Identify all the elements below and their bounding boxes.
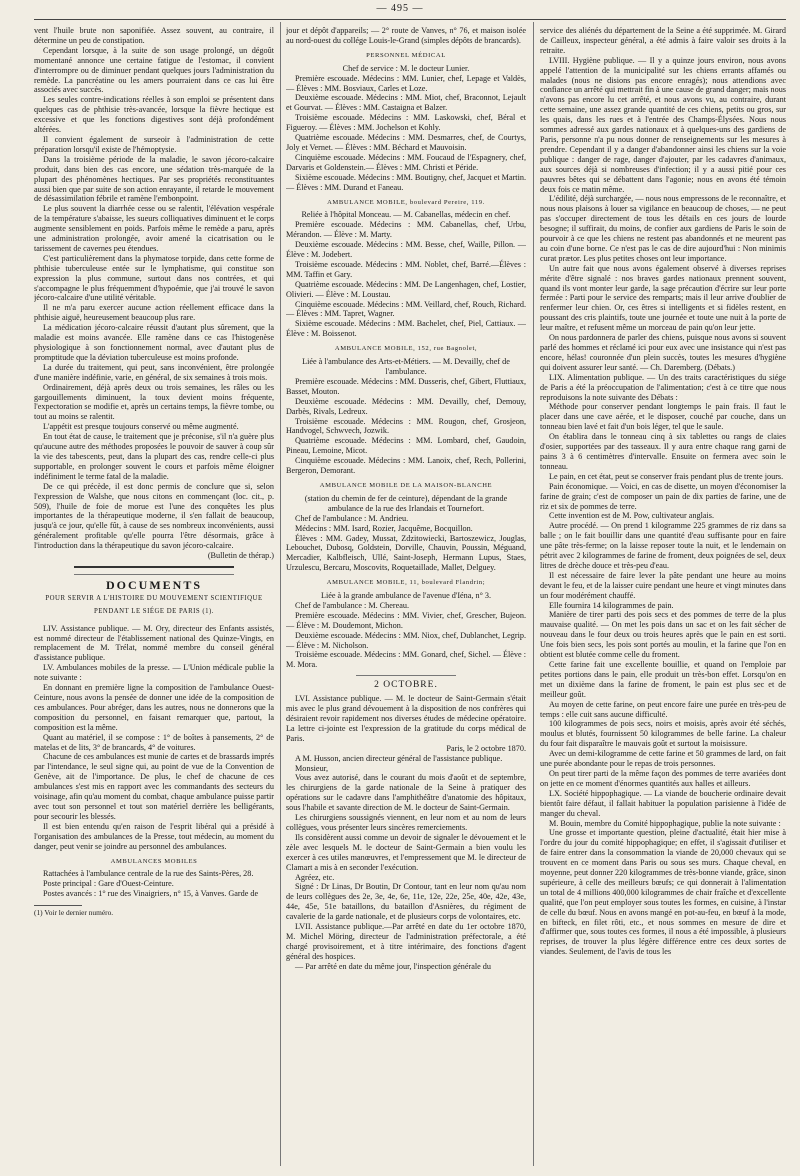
column-3 (540, 26, 786, 1168)
paragraph: Le plus souvent la diarrhée cesse ou se ralentit, l'élévation vespérale de la température s'abaisse, les sueurs colliquatives diminuent et le corps augmente sensiblement en poids. Parfois même le remède a paru, après une administration prolongée, avoir amené la cicatrisation ou le tarissement de cavernes peu étendues. (34, 204, 274, 253)
paragraph: Agréez, etc. (295, 872, 335, 882)
divider (356, 675, 456, 676)
subsection-caption: AMBULANCE MOBILE, boulevard Pereire, 119. (327, 198, 485, 206)
subsection-caption: AMBULANCES MOBILES (110, 857, 198, 865)
paragraph: Rattachées à l'ambulance centrale de la rue des Saints-Pères, 28. (43, 869, 254, 879)
squad-line: Cinquième escouade. Médecins : MM. Lanoix, chef, Rech, Pollerini, Bergeron, Demorant. (286, 456, 526, 476)
letter-recipient: A M. Husson, ancien directeur général de l'assistance publique. (295, 753, 503, 763)
paragraph: Postes avancés : 1° rue des Vinaigriers, n° 15, à Vanves. Garde de (43, 889, 259, 899)
section-subtitle: POUR SERVIR A L'HISTOIRE DU MOUVEMENT SCIENTIFIQUE (45, 594, 263, 602)
footnote-rule (34, 905, 82, 906)
squad-line: Première escouade. Médecins : MM. Lunier, chef, Lepage et Valdès, — Élèves : MM. Bosviaux, Carles et Loze. (286, 73, 526, 93)
paragraph: De ce qui précède, il est donc permis de conclure que si, selon l'expression de Walshe, que nous citons en commençant (loc. cit., p. 509), l'huile de foie de morue est l'une des conquêtes les plus importantes de la thérapeutique moderne, il s'en fallait de beaucoup, jusqu'à ce jour, qu'elle fût, à cause de ses nombreux inconvénients, aussi généralement profitable qu'elle pourra l'être désormais, grâce à l'introduction dans la thérapeutique du savon jécoro-calcaire. (34, 481, 274, 551)
paragraph: LX. Société hippophagique. — La viande de boucherie ordinaire devait bientôt faire défaut, il fallait habituer la population parisienne à l'idée de manger du cheval. (540, 788, 786, 818)
paragraph: Les chirurgiens soussignés viennent, en leur nom et au nom de leurs collègues, vous présenter leurs sincères remerciements. (286, 813, 526, 832)
paragraph: — Par arrêté en date du même jour, l'inspection générale du (295, 961, 491, 971)
paragraph: Cette invention est de M. Pow, cultivateur anglais. (549, 511, 715, 521)
ambulance-note: Reliée à l'hôpital Monceau. — M. Cabanellas, médecin en chef. (301, 210, 511, 220)
source-signature: (Bulletin de thérap.) (207, 551, 274, 561)
squad-line: Troisième escouade. Médecins : MM. Noblet, chef, Barré.—Élèves : MM. Taffin et Gary. (286, 259, 526, 279)
squad-line: Deuxième escouade. Médecins : MM. Besse, chef, Waille, Pillon. — Élève : M. Jodebert. (286, 240, 526, 260)
paragraph: Dans la troisième période de la maladie, le savon jécoro-calcaire produit, dans bien des cas encore, une sédation très-marquée de la plupart des phénomènes hectiques. Par ses propriétés reconstituantes aussi bien que par suite de son action enrayante, il retarde le mouvement de désassimilation fébrile et ramène l'embonpoint. (34, 154, 274, 204)
squad-line: Première escouade. Médecins : MM. Vivier, chef, Grescher, Bujeon. — Élève : M. Doudemont, Michon. (286, 610, 526, 630)
paragraph: 100 kilogrammes de pois secs, noirs et moisis, après avoir été séchés, moulus et blutés, fournissent 50 kilogrammes de belle farine. La chaleur du four fait disparaître le mauvais goût et surtout la moisissure. (540, 719, 786, 749)
squad-line: Troisième escouade. Médecins : MM. Gonard, chef, Sichel. — Élève : M. Mora. (286, 650, 526, 670)
paragraph: On établira dans le tonneau cinq à six tablettes ou rangs de claies d'osier, supportées par des tasseaux. Il y aura entre chaque rang garni de pains 3 à 6 centimètres d'intervalle. Ensuite on fermera avec soin le tonneau. (540, 432, 786, 471)
paragraph: Autre procédé. — On prend 1 kilogramme 225 grammes de riz dans sa balle ; on le fait bouillir dans une quantité d'eau suffisante pour en faire une pâte très-ferme; on la laisse reposer toute la nuit, et le lendemain on pétrit avec 2 kilogrammes de farine de froment, deux poignées de sel, deux litres de drèche douce et très-peu d'eau. (540, 521, 786, 570)
squad-line: Deuxième escouade. Médecins : MM. Devailly, chef, Demouy, Darbès, Rivals, Ledreux. (286, 396, 526, 416)
letter-date: Paris, le 2 octobre 1870. (446, 743, 526, 753)
header-rule (34, 19, 786, 20)
ambulance-note: (station du chemin de fer de ceinture), dépendant de la grande ambulance de la rue des Irlandais et Tournefort. (304, 493, 508, 513)
paragraph: Le pain, en cet état, peut se conserver frais pendant plus de trente jours. (549, 471, 784, 481)
paragraph: Avec un demi-kilogramme de cette farine et 50 grammes de lard, on fait une purée abondante pour le repas de trois personnes. (540, 749, 786, 769)
paragraph: On peut tirer parti de la même façon des pommes de terre avariées dont on jette en ce moment d'énormes quantités aux halles et ailleurs. (540, 768, 786, 788)
column-separator (533, 22, 534, 1166)
squad-line: Sixième escouade. Médecins : MM. Bachelet, chef, Piel, Cattiaux. — Élève : M. Boissenot. (286, 319, 526, 339)
squad-line: Troisième escouade. Médecins : MM. Rougon, chef, Grosjeon, Handvogel, Schwvech, Jozwik. (286, 416, 526, 436)
ambulance-note: Liée à la grande ambulance de l'avenue d'Iéna, n° 3. (320, 591, 492, 601)
squad-line: Cinquième escouade. Médecins : MM. Foucaud de l'Espagnery, chef, Darvaris et Goldenstein.— Élèves : MM. Christi et Péride. (286, 152, 526, 172)
subsection-caption: PERSONNEL MÉDICAL (366, 51, 446, 59)
squad-line: Deuxième escouade. Médecins : MM. Miot, chef, Braconnot, Lejault et Gourvat. — Élèves : MM. Castaigna et Balzer. (286, 93, 526, 113)
column-1 (34, 26, 274, 1168)
paragraph: jour et dépôt d'appareils; — 2° route de Vanves, n° 76, et maison isolée au nord-ouest du collége Louis-le-Grand (simples dépôts de brancards). (286, 26, 526, 45)
letter-signatures: Signé : Dr Linas, Dr Boutin, Dr Contour, tant en leur nom qu'au nom de leurs collègues des 2e, 3e, 4e, 6e, 11e, 12e, 22e, 25e, 40e, 42e, 43e, 44e, 45e, 51e bataillons, du bataillon d'Asnières, du régiment de cavalerie de la garde nationale, et de plusieurs corps de volontaires, etc. (286, 882, 526, 922)
paragraph: Elle fournira 14 kilogrammes de pain. (549, 600, 674, 610)
subsection-caption: AMBULANCE MOBILE, 152, rue Bagnolet, (334, 345, 478, 353)
article-paragraphs (34, 26, 274, 551)
paragraph: Les seules contre-indications réelles à son emploi se présentent dans quelques cas de phthisie très-avancée, lorsque la fièvre hectique est excessive et que les fonctions digestives sont déjà profondément altérées. (34, 95, 274, 135)
paragraph: La durée du traitement, qui peut, sans inconvénient, être prolongée d'une manière indéfinie, varie, en général, de six semaines à trois mois. (34, 362, 274, 382)
paragraph: On nous pardonnera de parler des chiens, puisque nous avons si souvent parlé des hommes et réclamé ici pour eux avec une insistance qui n'est pas encore, hélas! couronnée d'un plein succès, toutes les mesures d'hygiène qui doivent assurer leur santé. — Ch. Daremberg. (Débats.) (540, 333, 786, 372)
paragraph: Quant au matériel, il se compose : 1° de boîtes à pansements, 2° de matelas et de lits, 3° de brancards, 4° de voitures. (34, 732, 274, 752)
subsection-caption: AMBULANCE MOBILE DE LA MAISON-BLANCHE (319, 481, 493, 489)
paragraph: Cependant lorsque, à la suite de son usage prolongé, un dégoût momentané annonce une certaine fatigue de l'estomac, il convient d'interrompre ou de diminuer pendant quelques jours l'administration du remède. La pancréatine ou les amers pourraient dans ce cas lui être associés avec succès. (34, 45, 274, 95)
squad-line: Première escouade. Médecins : MM. Dusseris, chef, Gibert, Fluttiaux, Basset, Mouton. (286, 376, 526, 396)
paragraph: Méthode pour conserver pendant longtemps le pain frais. Il faut le placer dans une cave aérée, et le disposer, couché par couche, dans un tonneau bien lavé et fait d'un bois léger, tel que le saule. (540, 402, 786, 432)
paragraph: LIX. Alimentation publique. — Un des traits caractéristiques du siége de Paris a été la préoccupation de l'alimentation; c'est à ce titre que nous reproduisons la note suivante des Débats : (540, 372, 786, 402)
paragraph: L'appétit est presque toujours conservé ou même augmenté. (43, 422, 239, 432)
paragraph: Vous avez autorisé, dans le courant du mois d'août et de septembre, les chirurgiens de la garde nationale de la Seine à pratiquer des opérations sur le cadavre dans l'amphithéâtre d'anatomie des hôpitaux, sous l'habile et savante direction de M. le docteur de Saint-Germain. (286, 773, 526, 813)
paragraph: LV. Ambulances mobiles de la presse. — L'Union médicale publie la note suivante : (34, 663, 274, 683)
staff-line: Chef de l'ambulance : M. Chereau. (295, 600, 410, 610)
column-2 (286, 26, 526, 1168)
paragraph: Il est nécessaire de faire lever la pâte pendant une heure au moins devant le feu, et de la laisser cuire pendant une heure et vingt minutes dans un four modérément chauffé. (540, 570, 786, 600)
squad-line: Troisième escouade. Médecins : MM. Laskowski, chef, Béral et Figueroy. — Élèves : MM. Jochelson et Kohly. (286, 113, 526, 133)
subsection-caption: AMBULANCE MOBILE, 11, boulevard Flandrin; (326, 579, 486, 587)
paragraph: LVIII. Hygiène publique. — Il y a quinze jours environ, nous avons appelé l'attention de la municipalité sur les chiens errants affamés ou malades (nous ne disions pas encore enragés); nous attendions avec confiance un arrêté qui mettrait fin à une cause de grand danger; mais nous n'avons pas encore lu cet arrêté, et nous avons vu, au contraire, durant cette semaine, une assez grande quantité de ces chiens, petits ou gros, sur les quais, dans les rues et à l'entrée des Champs-Élysées. Nous nous sommes adressé aux gardes nationaux et à quelques-uns des gardiens de Paris, personne n'a pu nous donner de renseignements sur les mesures à prendre. Cependant il y a danger d'abandonner ainsi les chiens sur la voie publique : danger de rage, danger d'ajouter, par les cadavres d'animaux, aux sources déjà si nombreuses d'infection; il y a aussi pitié pour ces pauvres bêtes qui se débattent dans l'agonie; nous en avons été témoin deux fois ce matin même. (540, 55, 786, 194)
staff-line: Chef de l'ambulance : M. Andrieu. (295, 513, 409, 523)
squad-line: Première escouade. Médecins : MM. Cabanellas, chef, Urbu, Mérandon. — Élève : M. Marty. (286, 220, 526, 240)
page-number: — 495 — (376, 3, 424, 14)
staff-line: Élèves : MM. Gadey, Mussat, Zdzitowiecki, Bartoszewicz, Jouglas, Lebouchet, Dubosq, Goldstein, Dorville, Chauvin, Poussin, Méguand, Mercadier, Kalbfleisch, Ullé, Saint-Joseph, Hermann Lupus, Staes, Urzulescu, Bercaru, Moscovits, Roquetaillade, Mallet, Delguey. (286, 533, 526, 573)
section-title: DOCUMENTS (105, 577, 202, 592)
date-heading: 2 OCTOBRE. (374, 680, 438, 691)
paragraph: Il ne m'a paru exercer aucune action réellement efficace dans la phthisie aiguë, heureusement beaucoup plus rare. (34, 303, 274, 323)
section-subtitle: PENDANT LE SIÉGE DE PARIS (1). (94, 607, 214, 615)
paragraph: Il est bien entendu qu'en raison de l'esprit libéral qui a présidé à l'organisation des ambulances de la Presse, tout médecin, au moment du danger, peut venir se joindre au personnel des ambulances. (34, 821, 274, 851)
paragraph: Chacune de ces ambulances est munie de cartes et de brassards imprés par l'intendance, le seul signe qui, au point de vue de la Convention de Genève, ait de l'importance. De plus, le chef de chacune de ces ambulances s'est mis en rapport avec les commandants des secteurs du voisinage, afin qu'au moment du combat, chaque ambulance puisse partir avec tout son personnel et tout son matériel derrière les belligérants, pour secourir les blessés. (34, 752, 274, 821)
paragraph: LIV. Assistance publique. — M. Ory, directeur des Enfants assistés, est nommé directeur de l'établissement national des Quinze-Vingts, en remplacement de M. Trélat, nommé membre du conseil général d'assistance publique. (34, 623, 274, 663)
section-ornament (74, 566, 234, 575)
footnote: (1) Voir le dernier numéro. (34, 908, 114, 918)
paragraph: En donnant en première ligne la composition de l'ambulance Ouest-Ceinture, nous avons la pensée de donner une idée de la composition de ces ambulances. Pour abréger, dans les autres, nous ne donnerons que la composition du personnel, en faisant remarquer que, partout, la composition est la même. (34, 683, 274, 732)
paragraph: Ils considèrent aussi comme un devoir de signaler le dévouement et le zèle avec lesquels M. le docteur de Saint-Germain a bien voulu les exercer à ces utiles manœuvres, et l'empressement que M. le directeur de Clamart a mis à en seconder l'exécution. (286, 832, 526, 872)
paragraph: En tout état de cause, le traitement que je préconise, s'il n'a guère plus qu'aucune autre des méthodes proposées le pouvoir de sauver à coup sûr la vie des tabescents, peut, dans la plupart des cas, rendre celle-ci plus supportable, en prolonger souvent le cours et parfois même éloigner indéfiniment le terme fatal de la maladie. (34, 432, 274, 481)
paragraph: Au moyen de cette farine, on peut encore faire une purée en très-peu de temps : elle cuit sans aucune difficulté. (540, 699, 786, 719)
squad-line: Quatrième escouade. Médecins : MM. Lombard, chef, Gaudoin, Pineau, Lemoine, Micot. (286, 436, 526, 456)
paragraph: M. Bouin, membre du Comité hippophagique, publie la note suivante : (549, 818, 781, 828)
paragraph: service des aliénés du département de la Seine a été supprimée. M. Girard de Cailleux, inspecteur général, a été admis à faire valoir ses droits à la retraite. (540, 26, 786, 55)
paragraph: La médication jécoro-calcaire réussit d'autant plus sûrement, que la maladie est moins avancée. Elle ramène dans ce cas l'histogenèse physiologique à son fonctionnement normal, avec d'autant plus de promptitude que la déviation tuberculeuse est moins profonde. (34, 323, 274, 362)
paragraph: Ordinairement, déjà après deux ou trois semaines, les râles ou les gargouillements diminuent, la toux devient moins fréquente, l'expectoration se modifie et, après un certains temps, la fièvre tombe, ou tout au moins se ralentit. (34, 382, 274, 422)
chief-line: Chef de service : M. le docteur Lunier. (342, 63, 470, 73)
paragraph: LVII. Assistance publique.—Par arrêté en date du 1er octobre 1870, M. Michel Möring, directeur de l'administration préfectorale, a été chargé provisoirement, et à titre intérimaire, des fonctions d'agent général des hospices. (286, 922, 526, 961)
squad-line: Deuxième escouade. Médecins : MM. Niox, chef, Dublanchet, Legrip. — Élève : M. Nicholson. (286, 630, 526, 650)
paragraph: Il convient également de surseoir à l'administration de cette préparation lorsqu'il existe de l'hémoptysie. (34, 134, 274, 154)
paragraph: LVI. Assistance publique. — M. le docteur de Saint-Germain s'était mis avec le plus grand dévouement à la disposition de nos confrères qui désiraient revoir rapidement nos diverses études de médecine opératoire. La lettre ci-jointe est l'expression de la gratitude du corps médical de Paris. (286, 694, 526, 743)
squad-line: Cinquième escouade. Médecins : MM. Veillard, chef, Rouch, Richard. — Élèves : MM. Tapret, Wagner. (286, 299, 526, 319)
paragraph: Cette farine fait une excellente bouillie, et quand on l'emploie par petites portions dans le pain, elle produit un très-bon effet. Lorsqu'on en met un dixième dans la farine de froment, le pain est plus sec et de meilleur goût. (540, 660, 786, 699)
paragraph: Un autre fait que nous avons également observé à diverses reprises mérite d'être signalé : nos braves gardes nationaux prennent souvent, quand ils vont monter leur garde, la sage précaution d'écrire sur leur porte fermée : Parti pour le service des remparts; mais il leur arrive d'oublier de renfermer leur chien. Or, ces êtres si intelligents et si fidèles restent, en poussant des cris plaintifs, toute une journée et toute une nuit à la porte de leur maître, et refusent même un morceau de pain qu'on leur jette. (540, 263, 786, 333)
paragraph: Une grosse et importante question, pleine d'actualité, était hier mise à l'ordre du jour du comité hippophagique; en effet, il s'agissait d'utiliser et de faire entrer dans la consommation la viande de 20,000 chevaux qui se trouvent en ce moment dans Paris ou sous ses murs. Chaque cheval, en moyenne, peut donner 220 kilogrammes de très-bonne viande, grâce, sinon supérieure, à celle des meilleurs bœufs; ce qui donnerait à l'alimentation un total de 4 millions 400,000 kilogrammes de chair fraîche et d'excellente qualité, que l'on peut employer sous toutes les formes, en cuisine, à l'instar de celle du bœuf. Nous en avons mangé en pot-au-feu, en bœuf à la mode, en bifteck, en filet rôti, etc., et nous sommes en mesure de dire et d'affirmer que, sous toutes ces formes, il nous a été impossible, à plusieurs reprises, de trouver la plus légère différence entre ces deux sortes de viandes. Seulement, de l'avis de tous les (540, 828, 786, 957)
paragraph: C'est particulièrement dans la phymatose torpide, dans cette forme de phthisie tuberculeuse entée sur le lymphatisme, qui constitue son expression la plus commune, surtout dans nos contrées, et qui s'accompagne le plus fréquemment d'hypoémie, que j'ai trouvé le savon jécoro-calcaire d'une utilité véritable. (34, 253, 274, 303)
paragraph: Pain économique. — Voici, en cas de disette, un moyen d'économiser la farine de grain; c'est de composer un pain de dix parties de farine, une de riz et six de pommes de terre. (540, 481, 786, 511)
paragraph: L'édilité, déjà surchargée, — nous nous empressons de le reconnaître, et nous nous plaisons à louer sa vigilance en beaucoup de choses, — ne peut pas s'occuper directement de tous les détails en ces jours de lourde besogne; il suffirait, du moins, de confier aux gardiens de Paris le soin de pourvoir à ce que les chiens ne restent pas abandonnés et ne meurent pas au coin d'une borne. Ce n'est pas le cas de dire aujourd'hui : Non minimis curat prætor. Les plus petites choses ont leur importance. (540, 194, 786, 263)
paragraph: Manière de tirer parti des pois secs et des pommes de terre de la plus mauvaise qualité. — On met les pois dans un sac et on les fait sécher de nouveau dans le four deux ou trois heures après que le pain en est sorti. Une fois bien secs, les pois sont portés au moulin, et la farine que l'on en obtient est blutée comme celle du froment. (540, 610, 786, 660)
paragraph: Poste principal : Gare d'Ouest-Ceinture. (43, 879, 174, 889)
ambulance-note: Liée à l'ambulance des Arts-et-Métiers. — M. Devailly, chef de l'ambulance. (302, 357, 510, 376)
squad-line: Sixième escouade. Médecins : MM. Boutigny, chef, Jacquet et Martin. — Élèves : MM. Durand et Faneau. (286, 172, 526, 192)
squad-line: Quatrième escouade. Médecins : MM. Desmarres, chef, de Courtys, Joly et Vernet. — Élèves : MM. Béchard et Mauvoisin. (286, 133, 526, 152)
squad-line: Quatrième escouade. Médecins : MM. De Langenhagen, chef, Lostier, Olivieri. — Élève : M. Loustau. (286, 279, 526, 299)
letter-salutation: Monsieur, (295, 763, 329, 773)
staff-line: Médecins : MM. Isard, Rozier, Jacquême, Bocquillon. (295, 523, 473, 533)
paragraph: vent l'huile brute non saponifiée. Assez souvent, au contraire, il détermine un peu de constipation. (34, 26, 274, 45)
column-separator (280, 22, 281, 1166)
